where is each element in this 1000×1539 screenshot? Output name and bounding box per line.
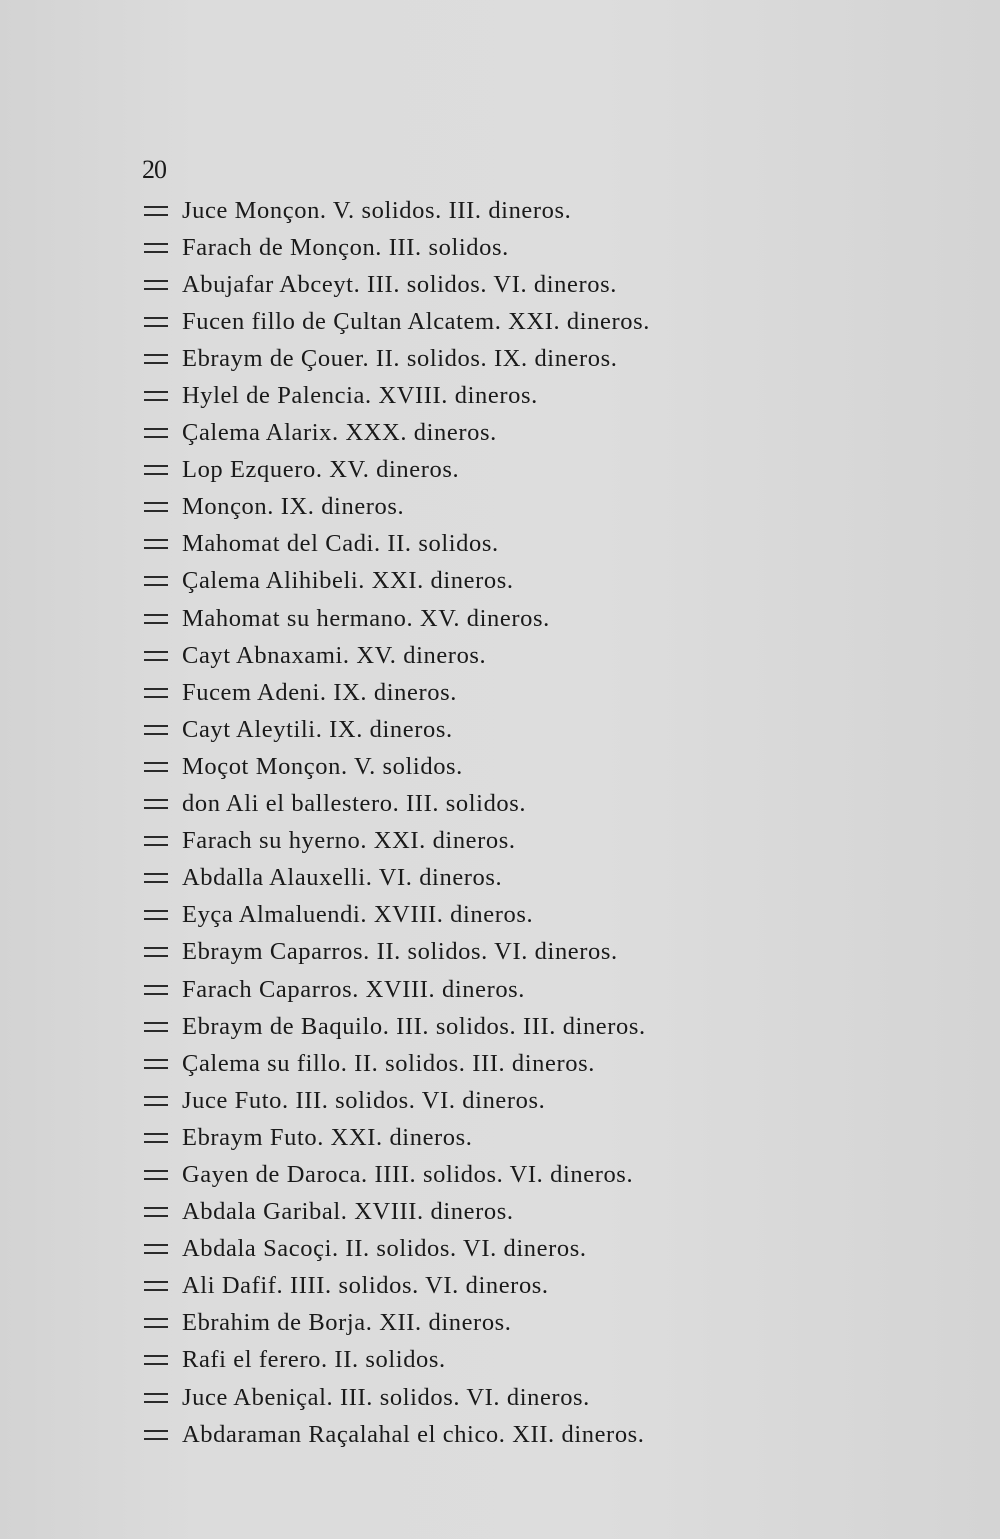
- entry-text: Fucen fillo de Çultan Alcatem. XXI. dineros.: [182, 307, 650, 335]
- equals-marker-icon: [144, 1430, 168, 1440]
- equals-marker-icon: [144, 836, 168, 846]
- equals-marker-icon: [144, 614, 168, 624]
- list-item: [142, 748, 902, 785]
- entry-text: Ebrahim de Borja. XII. dineros.: [182, 1309, 512, 1337]
- entry-text: Çalema Alihibeli. XXI. dineros.: [182, 567, 514, 595]
- equals-marker-icon: [144, 799, 168, 809]
- entry-text: Cayt Aleytili. IX. dineros.: [182, 715, 453, 743]
- list-item: [142, 377, 902, 414]
- equals-marker-icon: [144, 651, 168, 661]
- equals-marker-icon: [144, 465, 168, 475]
- list-item: [142, 563, 902, 600]
- entry-text: Ali Dafif. IIII. solidos. VI. dineros.: [182, 1272, 549, 1300]
- entry-text: Gayen de Daroca. IIII. solidos. VI. dineros.: [182, 1160, 634, 1188]
- equals-marker-icon: [144, 428, 168, 438]
- equals-marker-icon: [144, 1059, 168, 1069]
- list-item: [142, 711, 902, 748]
- list-item: [142, 526, 902, 563]
- entry-text: Mahomat del Cadi. II. solidos.: [182, 530, 499, 558]
- entry-text: Rafi el ferero. II. solidos.: [182, 1346, 446, 1374]
- list-item: [142, 1082, 902, 1119]
- equals-marker-icon: [144, 688, 168, 698]
- entry-text: Abdalla Alauxelli. VI. dineros.: [182, 864, 503, 892]
- list-item: [142, 415, 902, 452]
- list-item: [142, 229, 902, 266]
- equals-marker-icon: [144, 391, 168, 401]
- entry-text: Ebraym Futo. XXI. dineros.: [182, 1123, 473, 1151]
- equals-marker-icon: [144, 539, 168, 549]
- list-item: [142, 303, 902, 340]
- equals-marker-icon: [144, 576, 168, 586]
- list-item: [142, 489, 902, 526]
- page-number: 20: [142, 155, 166, 184]
- equals-marker-icon: [144, 1281, 168, 1291]
- list-item: [142, 1379, 902, 1416]
- list-item: [142, 1045, 902, 1082]
- list-item: [142, 192, 902, 229]
- entry-text: Mahomat su hermano. XV. dineros.: [182, 604, 550, 632]
- equals-marker-icon: [144, 243, 168, 253]
- entry-text: Farach su hyerno. XXI. dineros.: [182, 827, 516, 855]
- list-item: [142, 1342, 902, 1379]
- entry-text: Eyça Almaluendi. XVIII. dineros.: [182, 901, 534, 929]
- list-item: [142, 971, 902, 1008]
- entry-text: Farach Caparros. XVIII. dineros.: [182, 975, 526, 1003]
- equals-marker-icon: [144, 1207, 168, 1217]
- list-item: [142, 786, 902, 823]
- entry-text: Fucem Adeni. IX. dineros.: [182, 678, 457, 706]
- equals-marker-icon: [144, 1318, 168, 1328]
- list-item: [142, 452, 902, 489]
- entry-text: Abdala Sacoçi. II. solidos. VI. dineros.: [182, 1235, 587, 1263]
- entry-text: Ebraym de Çouer. II. solidos. IX. dineros.: [182, 344, 618, 372]
- list-item: [142, 1416, 902, 1453]
- entry-text: Juce Abeniçal. III. solidos. VI. dineros.: [182, 1383, 590, 1411]
- entry-text: Hylel de Palencia. XVIII. dineros.: [182, 382, 538, 410]
- list-item: [142, 637, 902, 674]
- entry-text: Moçot Monçon. V. solidos.: [182, 752, 463, 780]
- equals-marker-icon: [144, 910, 168, 920]
- equals-marker-icon: [144, 354, 168, 364]
- entry-text: Juce Monçon. V. solidos. III. dineros.: [182, 196, 572, 224]
- list-item: [142, 674, 902, 711]
- equals-marker-icon: [144, 1244, 168, 1254]
- entry-text: Çalema Alarix. XXX. dineros.: [182, 419, 497, 447]
- entry-text: don Ali el ballestero. III. solidos.: [182, 790, 527, 818]
- equals-marker-icon: [144, 985, 168, 995]
- list-item: [142, 934, 902, 971]
- entry-text: Abdaraman Raçalahal el chico. XII. dineros.: [182, 1420, 645, 1448]
- equals-marker-icon: [144, 725, 168, 735]
- entry-list: [142, 192, 902, 1453]
- equals-marker-icon: [144, 1355, 168, 1365]
- list-item: [142, 1231, 902, 1268]
- entry-text: Lop Ezquero. XV. dineros.: [182, 456, 460, 484]
- entry-text: Ebraym de Baquilo. III. solidos. III. dineros.: [182, 1012, 646, 1040]
- entry-text: Abdala Garibal. XVIII. dineros.: [182, 1198, 514, 1226]
- equals-marker-icon: [144, 1393, 168, 1403]
- list-item: [142, 860, 902, 897]
- list-item: [142, 266, 902, 303]
- equals-marker-icon: [144, 1133, 168, 1143]
- equals-marker-icon: [144, 762, 168, 772]
- list-item: [142, 1305, 902, 1342]
- equals-marker-icon: [144, 317, 168, 327]
- list-item: [142, 897, 902, 934]
- entry-text: Çalema su fillo. II. solidos. III. dineros.: [182, 1049, 595, 1077]
- equals-marker-icon: [144, 206, 168, 216]
- entry-text: Cayt Abnaxami. XV. dineros.: [182, 641, 487, 669]
- equals-marker-icon: [144, 1096, 168, 1106]
- entry-text: Juce Futo. III. solidos. VI. dineros.: [182, 1086, 546, 1114]
- equals-marker-icon: [144, 1022, 168, 1032]
- equals-marker-icon: [144, 1170, 168, 1180]
- list-item: [142, 1119, 902, 1156]
- entry-text: Farach de Monçon. III. solidos.: [182, 233, 509, 261]
- equals-marker-icon: [144, 873, 168, 883]
- equals-marker-icon: [144, 947, 168, 957]
- list-item: [142, 1156, 902, 1193]
- equals-marker-icon: [144, 502, 168, 512]
- entry-text: Monçon. IX. dineros.: [182, 493, 405, 521]
- list-item: [142, 823, 902, 860]
- list-item: [142, 1194, 902, 1231]
- equals-marker-icon: [144, 280, 168, 290]
- list-item: [142, 340, 902, 377]
- list-item: [142, 600, 902, 637]
- list-item: [142, 1008, 902, 1045]
- entry-text: Ebraym Caparros. II. solidos. VI. dineros.: [182, 938, 618, 966]
- entry-text: Abujafar Abceyt. III. solidos. VI. dineros.: [182, 270, 617, 298]
- list-item: [142, 1268, 902, 1305]
